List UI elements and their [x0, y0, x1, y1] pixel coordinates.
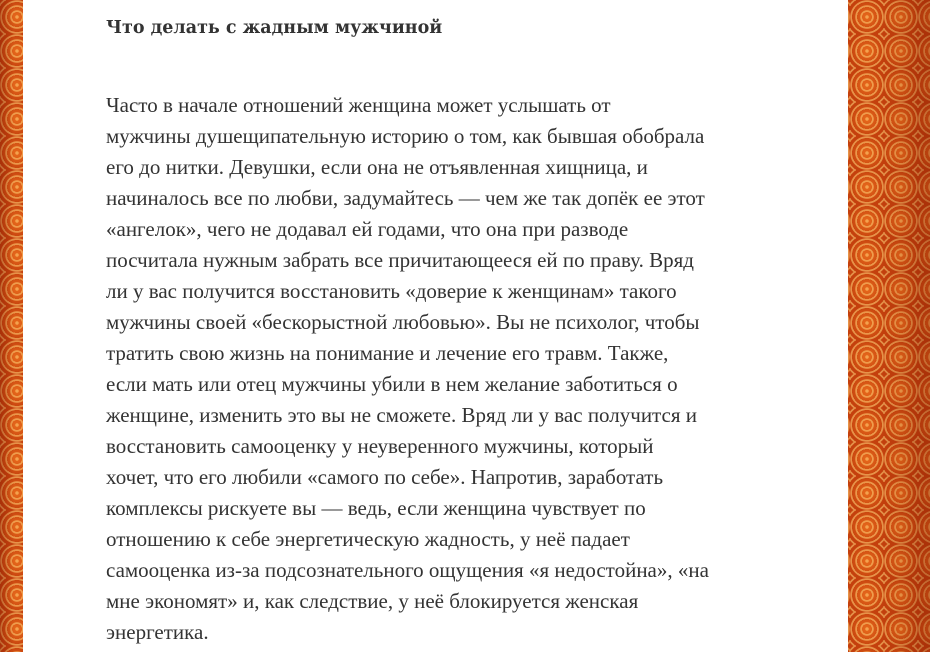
background-pattern-right — [848, 0, 930, 652]
paragraph-line: начиналось все по любви, задумайтесь — чем же так допёк ее этот — [106, 186, 705, 210]
paragraph-line: энергетика. — [106, 620, 209, 644]
paragraph-line: восстановить самооценку у неуверенного мужчины, который — [106, 434, 654, 458]
article-page — [23, 0, 848, 652]
paragraph-line: если мать или отец мужчины убили в нем желание заботиться о — [106, 372, 678, 396]
paragraph-line: отношению к себе энергетическую жадность, у неё падает — [106, 527, 630, 551]
article-paragraph — [106, 90, 786, 648]
paragraph-line: женщине, изменить это вы не сможете. Вряд ли у вас получится и — [106, 403, 697, 427]
article-heading: Что делать с жадным мужчиной — [106, 18, 443, 38]
paragraph-line: самооценка из-за подсознательного ощущения «я недостойна», «на — [106, 558, 709, 582]
paragraph-line: его до нитки. Девушки, если она не отъявленная хищница, и — [106, 155, 648, 179]
paragraph-line: комплексы рискуете вы — ведь, если женщина чувствует по — [106, 496, 646, 520]
paragraph-line: мне экономят» и, как следствие, у неё блокируется женская — [106, 589, 639, 613]
paragraph-line: мужчины своей «бескорыстной любовью». Вы не психолог, чтобы — [106, 310, 700, 334]
paragraph-line: мужчины душещипательную историю о том, как бывшая обобрала — [106, 124, 705, 148]
paragraph-line: «ангелок», чего не додавал ей годами, что она при разводе — [106, 217, 629, 241]
paragraph-line: посчитала нужным забрать все причитающееся ей по праву. Вряд — [106, 248, 694, 272]
paragraph-line: хочет, что его любили «самого по себе». Напротив, заработать — [106, 465, 664, 489]
article-body — [106, 14, 786, 648]
paragraph-line: ли у вас получится восстановить «доверие к женщинам» такого — [106, 279, 677, 303]
paragraph-line: тратить свою жизнь на понимание и лечение его травм. Также, — [106, 341, 669, 365]
background-pattern-left — [0, 0, 23, 652]
paragraph-line: Часто в начале отношений женщина может услышать от — [106, 93, 611, 117]
